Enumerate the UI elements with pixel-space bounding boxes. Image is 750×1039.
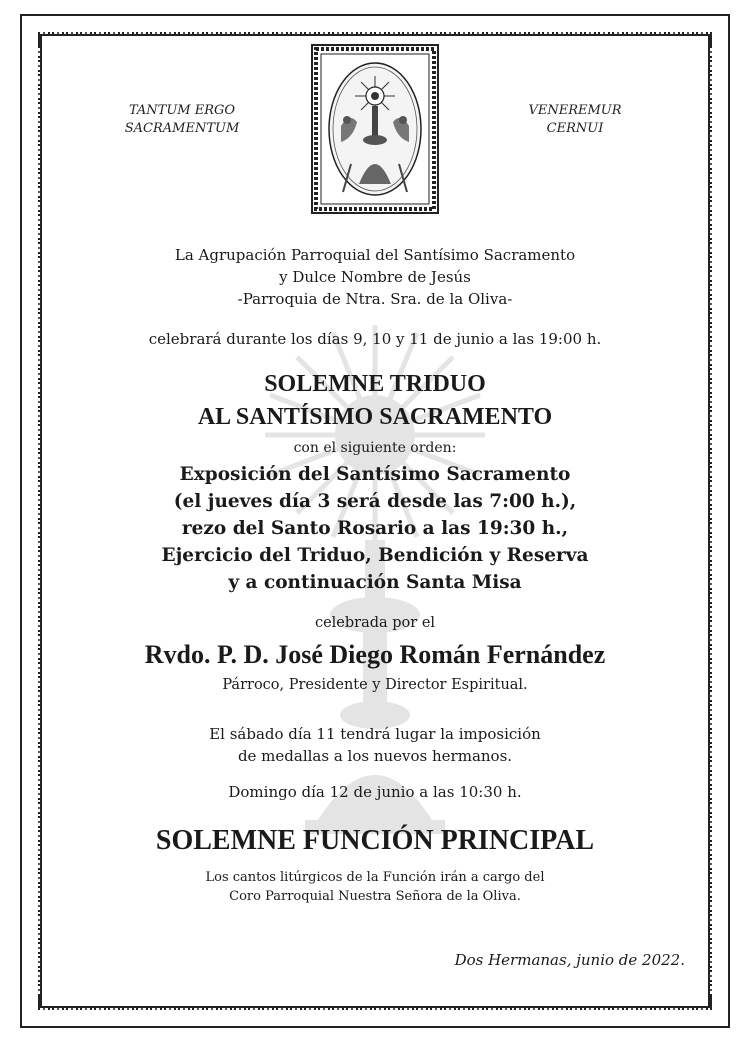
place-date: Dos Hermanas, junio de 2022. bbox=[454, 951, 685, 969]
funcion-title: SOLEMNE FUNCIÓN PRINCIPAL bbox=[155, 825, 595, 856]
tantum-ergo-text bbox=[112, 102, 252, 138]
tantum-ergo-line-2: SACRAMENTUM bbox=[124, 121, 240, 136]
organizer-line-1: La Agrupación Parroquial del Santísimo Sacramento bbox=[174, 246, 576, 264]
veneremur-line-2: CERNUI bbox=[546, 121, 604, 136]
triduo-title-line-1: SOLEMNE TRIDUO bbox=[264, 371, 486, 397]
choir-text bbox=[60, 868, 690, 906]
priest-role: Párroco, Presidente y Director Espiritual. bbox=[222, 677, 528, 693]
order-intro-text: con el siguiente orden: bbox=[293, 440, 457, 456]
eucharistic-emblem-icon bbox=[311, 44, 439, 214]
organizer-text bbox=[60, 244, 690, 310]
medals-line-1: El sábado día 11 tendrá lugar la imposición bbox=[209, 725, 541, 743]
order-line-2: (el jueves día 3 será desde las 7:00 h.), bbox=[173, 491, 577, 512]
choir-line-1: Los cantos litúrgicos de la Función irán a cargo del bbox=[205, 870, 545, 885]
medals-line-2: de medallas a los nuevos hermanos. bbox=[237, 747, 513, 765]
organizer-line-2: y Dulce Nombre de Jesús bbox=[279, 268, 471, 286]
sunday-text: Domingo día 12 de junio a las 10:30 h. bbox=[228, 783, 522, 801]
order-line-1: Exposición del Santísimo Sacramento bbox=[179, 464, 571, 485]
order-line-5: y a continuación Santa Misa bbox=[228, 572, 522, 593]
veneremur-text bbox=[505, 102, 645, 138]
veneremur-line-1: VENEREMUR bbox=[528, 103, 622, 118]
triduo-title bbox=[60, 368, 690, 434]
order-list bbox=[60, 461, 690, 596]
celebrated-by-text: celebrada por el bbox=[314, 615, 436, 631]
dates-text: celebrará durante los días 9, 10 y 11 de junio a las 19:00 h. bbox=[148, 330, 602, 348]
medals-text bbox=[60, 723, 690, 767]
priest-name: Rvdo. P. D. José Diego Román Fernández bbox=[144, 640, 606, 669]
order-line-3: rezo del Santo Rosario a las 19:30 h., bbox=[181, 518, 569, 539]
tantum-ergo-line-1: TANTUM ERGO bbox=[128, 103, 236, 118]
triduo-title-line-2: AL SANTÍSIMO SACRAMENTO bbox=[197, 404, 553, 430]
order-line-4: Ejercicio del Triduo, Bendición y Reserva bbox=[161, 545, 589, 566]
choir-line-2: Coro Parroquial Nuestra Señora de la Oliva. bbox=[229, 889, 521, 904]
organizer-line-3: -Parroquia de Ntra. Sra. de la Oliva- bbox=[237, 290, 513, 308]
